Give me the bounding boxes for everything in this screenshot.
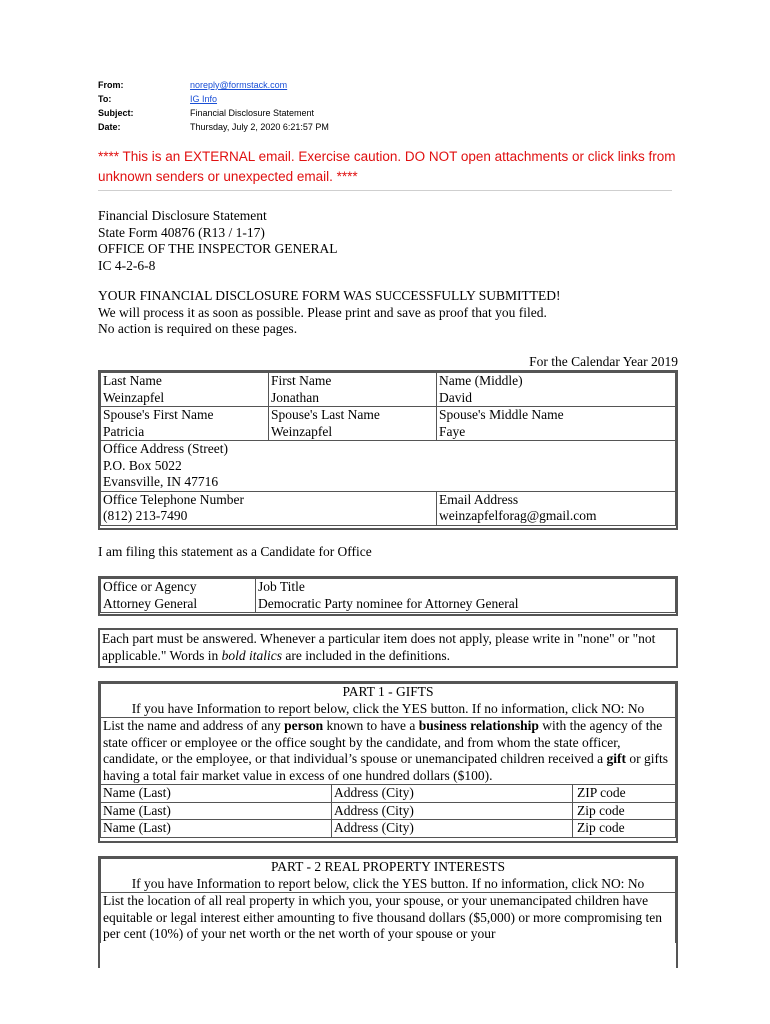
job-title-value: Democratic Party nominee for Attorney General [258,595,519,611]
spouse-first-value: Patricia [103,423,145,439]
first-name-cell [269,373,437,407]
part2-table [100,858,676,943]
first-name-value: Jonathan [271,389,319,405]
spouse-last-value: Weinzapfel [271,423,333,439]
gift-zip-cell: Zip code [573,802,676,820]
spouse-last-cell [269,407,437,441]
date-label: Date: [98,122,121,132]
job-title-label: Job Title [258,579,305,594]
part1-desc-row [101,718,676,785]
gift-name-cell: Name (Last) [101,820,332,838]
part1-desc-2: known to have a [323,718,419,733]
office-address-line-1: P.O. Box 5022 [103,457,182,473]
part1-title: PART 1 - GIFTS [342,684,434,699]
external-email-warning: **** This is an EXTERNAL email. Exercise caution. DO NOT open attachments or click links from unknown senders or unexpected email. **** [98,149,676,184]
email-date-row [98,120,329,134]
from-link[interactable]: noreply@formstack.com [190,80,288,90]
part1-desc-1: List the name and address of any [103,718,285,733]
last-name-cell [101,373,269,407]
office-row [101,579,676,613]
submission-line-1: YOUR FINANCIAL DISCLOSURE FORM WAS SUCCESSFULLY SUBMITTED! [98,288,561,303]
instructions-italic: bold italics [221,647,283,663]
form-title: Financial Disclosure Statement [98,208,267,223]
middle-name-cell [437,373,676,407]
part1-desc-cell [101,718,676,785]
job-title-cell [256,579,676,613]
from-label: From: [98,80,124,90]
filing-status: I am filing this statement as a Candidate for Office [98,544,372,559]
gift-address-cell: Address (City) [332,802,573,820]
contact-row [101,491,676,525]
part2-desc-row [101,893,676,943]
email-subject-row [98,106,329,120]
phone-cell [101,491,437,525]
part1-title-row [101,684,676,718]
spouse-first-cell [101,407,269,441]
submission-line-3: No action is required on these pages. [98,321,298,336]
gift-name-cell: Name (Last) [101,785,332,803]
agency-cell [101,579,256,613]
agency-label: Office or Agency [103,579,197,594]
address-row [101,441,676,492]
table-row [101,785,676,803]
gift-address-cell: Address (City) [332,785,573,803]
agency-value: Attorney General [103,595,198,611]
spouse-middle-value: Faye [439,423,466,439]
phone-label: Office Telephone Number [103,491,245,507]
spouse-row [101,407,676,441]
office-address-cell [101,441,676,492]
part1-desc-bold-gift: gift [606,751,626,766]
email-value: weinzapfelforag@gmail.com [439,508,597,523]
form-number: State Form 40876 (R13 / 1-17) [98,224,265,240]
part1-desc-3: with the agency of the state officer or employee or the office sought by the candidate, and from whom the state officer, candidate, or the employee, or that individual’s spouse or unemancipated children received a [103,718,663,766]
divider [98,190,672,191]
email-cell [437,491,676,525]
gift-zip-cell: ZIP code [573,785,676,803]
submission-line-2: We will process it as soon as possible. Please print and save as proof that you filed. [98,304,547,320]
name-row [101,373,676,407]
email-label: Email Address [439,491,519,507]
subject-label: Subject: [98,108,134,118]
part1-desc-bold-business: business relationship [418,718,539,733]
personal-info-table [100,372,676,526]
email-header [98,78,329,134]
office-table [100,578,676,613]
office-address-line-2: Evansville, IN 47716 [103,474,219,489]
form-code: IC 4-2-6-8 [98,257,156,273]
table-row [101,820,676,838]
form-office: OFFICE OF THE INSPECTOR GENERAL [98,241,338,256]
part1-desc-bold-person: person [284,718,324,733]
instructions-text-1: Each part must be answered. Whenever a particular item does not apply, please write in "none" or "not applicable." Words in [102,631,656,663]
form-header [98,208,338,274]
date-value: Thursday, July 2, 2020 6:21:57 PM [190,122,329,132]
part2-desc-cell: List the location of all real property in which you, your spouse, or your unemancipated children have equitable or legal interest either amounting to five thousand dollars ($5,000) or more compromising ten per cent (10%) of your net worth or the net worth of your spouse or your [101,893,676,943]
submission-notice [98,288,560,338]
spouse-middle-cell [437,407,676,441]
subject-value: Financial Disclosure Statement [190,108,315,118]
instructions-text-2: are included in the definitions. [282,647,450,663]
email-from-row [98,78,329,92]
phone-value: (812) 213-7490 [103,508,188,523]
part1-subtitle: If you have Information to report below, click the YES button. If no information, click NO: No [131,700,645,716]
spouse-middle-label: Spouse's Middle Name [439,407,564,422]
last-name-label: Last Name [103,373,162,388]
spouse-last-label: Spouse's Last Name [271,407,380,422]
part2-subtitle: If you have Information to report below, click the YES button. If no information, click NO: No [131,875,645,891]
gift-zip-cell: Zip code [573,820,676,838]
part1-table [100,683,676,838]
gift-name-cell: Name (Last) [101,802,332,820]
part1-header-cell [101,684,676,718]
first-name-label: First Name [271,373,332,388]
middle-name-label: Name (Middle) [439,373,523,388]
part2-title: PART - 2 REAL PROPERTY INTERESTS [270,859,506,874]
to-label: To: [98,94,112,104]
gift-address-cell: Address (City) [332,820,573,838]
office-address-label: Office Address (Street) [103,441,228,456]
middle-name-value: David [439,389,472,405]
part1-desc-4: or gifts having a total fair market value in excess of one hundred dollars ($100). [103,751,668,783]
table-row [101,802,676,820]
email-to-row [98,92,329,106]
part2-header-cell [101,859,676,893]
last-name-value: Weinzapfel [103,389,165,405]
calendar-year: For the Calendar Year 2019 [529,354,678,369]
part2-title-row [101,859,676,893]
instructions [102,631,672,664]
to-link[interactable]: IG Info [190,94,218,104]
spouse-first-label: Spouse's First Name [103,407,214,422]
